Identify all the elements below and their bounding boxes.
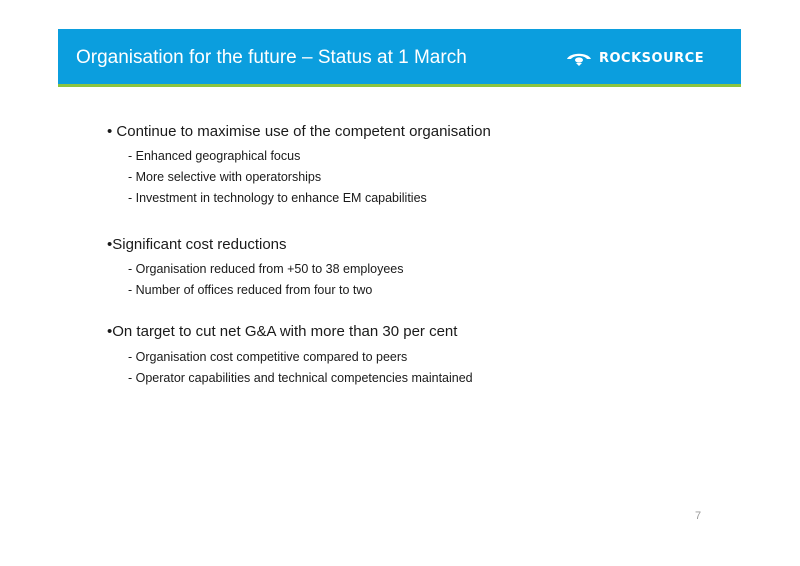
- sub-item-capabilities-maintained: - Operator capabilities and technical competencies maintained: [128, 371, 473, 385]
- page-number: 7: [695, 510, 702, 522]
- slide-title: Organisation for the future – Status at 1 March: [76, 47, 467, 68]
- sub-item-cost-competitive: - Organisation cost competitive compared to peers: [128, 350, 408, 364]
- sub-item-technology-investment: - Investment in technology to enhance EM capabilities: [128, 191, 427, 205]
- logo-wordmark: ROCKSOURCE: [599, 50, 705, 66]
- sub-item-geographical-focus: - Enhanced geographical focus: [128, 149, 301, 163]
- bullet-cost-reductions: •Significant cost reductions: [107, 236, 287, 253]
- sub-item-employees: - Organisation reduced from +50 to 38 employees: [128, 262, 404, 276]
- sub-item-operatorships: - More selective with operatorships: [128, 170, 322, 184]
- bullet-net-ga-target: •On target to cut net G&A with more than 30 per cent: [107, 323, 458, 340]
- bullet-organisation: • Continue to maximise use of the competent organisation: [107, 123, 491, 140]
- sub-item-offices: - Number of offices reduced from four to two: [128, 283, 373, 297]
